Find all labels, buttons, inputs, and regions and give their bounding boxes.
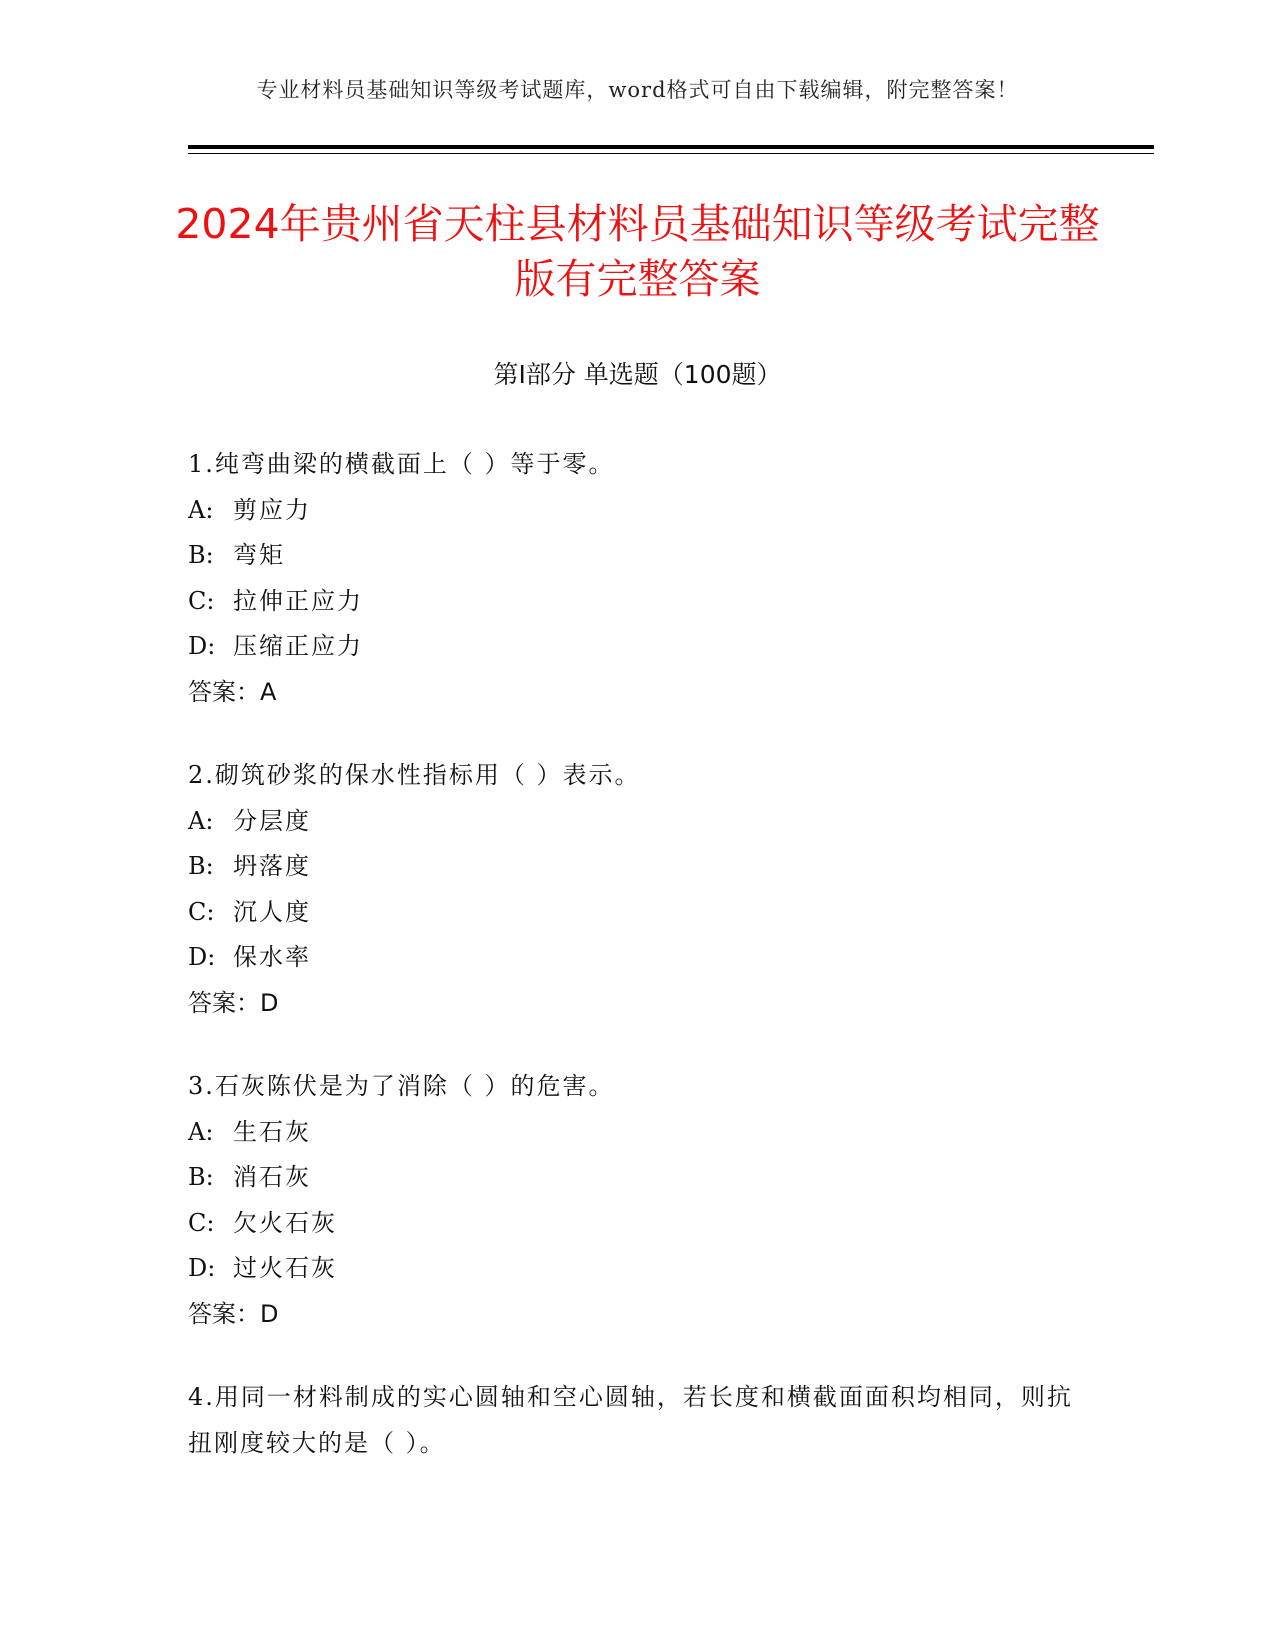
option-text: 保水率 (233, 943, 311, 971)
question-3 (188, 1064, 1088, 1337)
option-letter: A: (188, 495, 214, 524)
option-a (188, 488, 1088, 534)
option-d (188, 935, 1088, 981)
option-text: 分层度 (233, 806, 311, 835)
option-d (188, 1246, 1088, 1292)
header-divider-thin (188, 153, 1154, 154)
option-b (188, 1155, 1088, 1201)
question-1 (188, 442, 1088, 715)
option-letter: A: (188, 806, 214, 835)
question-stem: 2.砌筑砂浆的保水性指标用（ ）表示。 (188, 761, 641, 789)
option-c (188, 1201, 1088, 1247)
option-letter: B: (188, 852, 214, 880)
option-a (188, 799, 1088, 845)
option-letter: C: (188, 1208, 215, 1237)
option-text: 坍落度 (233, 852, 311, 880)
option-c (188, 579, 1088, 625)
question-stem: 1.纯弯曲梁的横截面上（ ）等于零。 (188, 450, 615, 478)
header-note: 专业材料员基础知识等级考试题库，word格式可自由下载编辑，附完整答案！ (256, 78, 1019, 102)
option-letter: A: (188, 1117, 214, 1146)
option-text: 剪应力 (233, 495, 311, 524)
option-letter: D: (188, 943, 216, 971)
option-b (188, 844, 1088, 890)
option-text: 拉伸正应力 (233, 586, 363, 615)
question-list (188, 442, 1088, 1504)
option-text: 沉人度 (233, 897, 311, 926)
option-letter: D: (188, 1254, 216, 1282)
option-text: 过火石灰 (233, 1254, 337, 1282)
question-4 (188, 1375, 1088, 1466)
option-letter: B: (188, 1163, 214, 1191)
option-b (188, 533, 1088, 579)
option-text: 消石灰 (233, 1163, 311, 1191)
section-heading: 第Ⅰ部分 单选题（100题） (493, 360, 782, 389)
option-letter: D: (188, 632, 216, 660)
question-stem: 4.用同一材料制成的实心圆轴和空心圆轴，若长度和横截面面积均相同，则抗扭刚度较大的是（ ）。 (188, 1383, 1073, 1457)
question-2 (188, 753, 1088, 1026)
option-c (188, 890, 1088, 936)
option-d (188, 624, 1088, 670)
option-letter: C: (188, 897, 215, 926)
option-text: 欠火石灰 (233, 1208, 337, 1237)
answer-line: 答案：D (188, 988, 279, 1017)
header-divider-thick (188, 145, 1154, 149)
document-title: 2024年贵州省天柱县材料员基础知识等级考试完整版有完整答案 (175, 200, 1100, 303)
answer-line: 答案：A (188, 677, 277, 706)
option-letter: C: (188, 586, 215, 615)
option-letter: B: (188, 541, 214, 569)
answer-line: 答案：D (188, 1299, 279, 1328)
option-text: 生石灰 (233, 1117, 311, 1146)
option-text: 弯矩 (233, 541, 285, 569)
question-stem: 3.石灰陈伏是为了消除（ ）的危害。 (188, 1072, 615, 1100)
option-a (188, 1110, 1088, 1156)
option-text: 压缩正应力 (233, 632, 363, 660)
